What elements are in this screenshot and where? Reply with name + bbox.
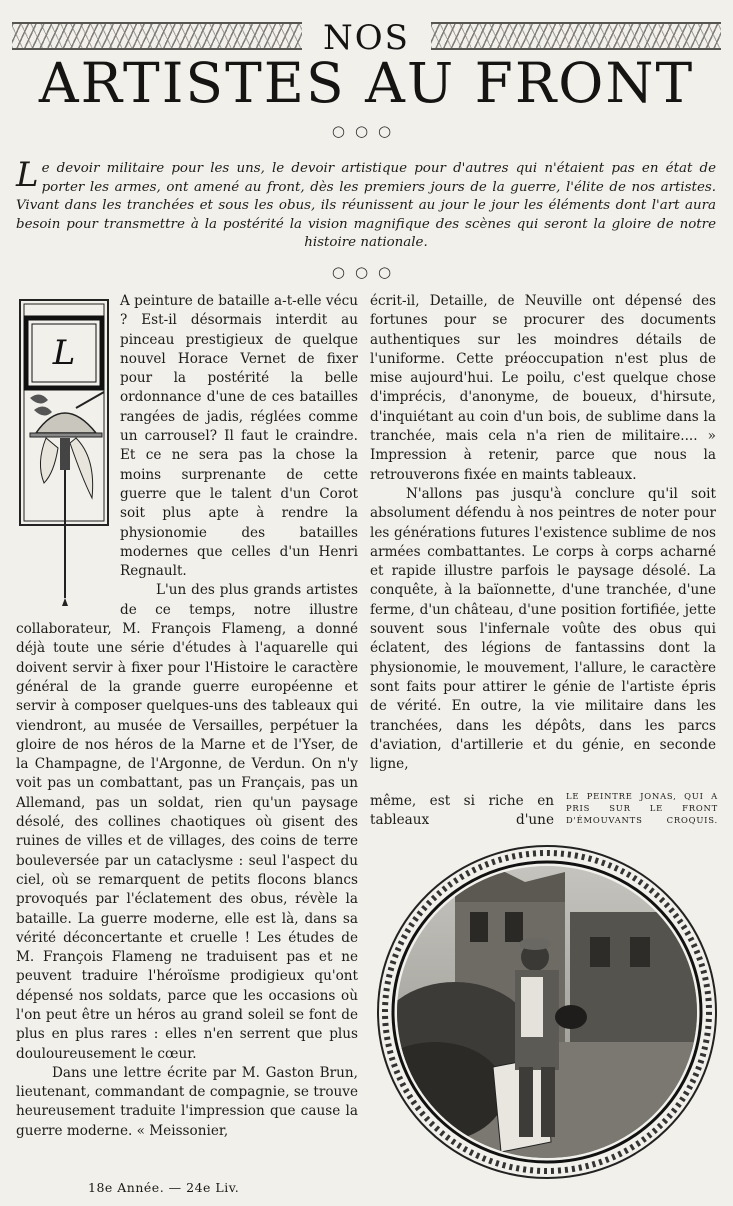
- painter-photograph: [375, 842, 719, 1182]
- intro-text: e devoir militaire pour les uns, le devoir artistique pour d'autres qui n'étaient pas en état de porter les armes, ont amené au front, dès les premiers jours de la guerre, l'élite de nos artistes. Vivant dans les tranchées et sous les obus, ils réunissent au jour le jour les éléments dont l'art aura besoin pour transmettre à la postérité la vision magnifique des scènes qui seront la gloire de notre histoire nationale.: [16, 161, 716, 250]
- separator-middle: ○○○: [331, 263, 402, 281]
- dropcap-ornament: [16, 298, 112, 613]
- page-folio: 18e Année. — 24e Liv.: [88, 1180, 240, 1195]
- left-paragraph-3: Dans une lettre écrite par M. Gaston Brun, lieutenant, commandant de compagnie, se trouve heureusement traduite l'impression que cause la guerre moderne. « Meissonier,: [16, 1064, 358, 1139]
- title-nos: NOS: [323, 18, 410, 58]
- right-column: [370, 292, 716, 774]
- right-paragraph-2: N'allons pas jusqu'à conclure qu'il soit absolument défendu à nos peintres de noter pour les générations futures l'existence sublime de nos armées combattantes. Le corps à corps acharné et rapide illustre parfois le paysage désolé. La conquête, à la baïonnette, d'une tranchée, d'une ferme, d'un château, d'une position fortifiée, jette souvent sous l'infernale voûte des obus qui éclatent, des légions de fantassins dont la physionomie, le mouvement, l'allure, le caractère sont faits pour attirer le génie de l'artiste épris de vérité. En outre, la vie militaire dans les tranchées, dans les dépôts, dans les parcs d'aviation, d'artillerie et du génie, en seconde ligne,: [370, 485, 716, 773]
- ornament-letter: L: [52, 333, 76, 373]
- circular-photo: [375, 842, 719, 1182]
- right-column-tail: même, est si riche en tableaux d'une: [370, 793, 554, 829]
- left-paragraph-2: L'un des plus grands artistes de ce temps, notre illustre collaborateur, M. François Flameng, a donné déjà toute une série d'études à l'aquarelle qui doivent servir à fixer pour l'Histoire le caractère général de la grande guerre européenne et servir à composer quelques-uns des tableaux qui viendront, au musée de Versailles, perpétuer la gloire de nos héros de la Marne et de l'Yser, de la Champagne, de l'Argonne, de Verdun. On n'y voit pas un combattant, pas un Français, pas un Allemand, pas un soldat, rien qu'un paysage désolé, des collines chaotiques où gisent des ruines de villes et de villages, des coins de terre bouleversée par un cataclysme : seul l'aspect du ciel, où se remarquent de petits flocons blancs provoqués par l'éclatement des obus, révèle la bataille. La guerre moderne, elle est là, dans sa vérité déconcertante et cruelle ! Les études de M. François Flameng ne traduisent pas et ne peuvent traduire l'héroïsme prodigieux qu'ont dépensé nos soldats, parce que les occasions où l'on peut être un héros au grand soleil se font de plus en plus rares : elles n'en serrent que plus douloureusement le cœur.: [16, 582, 358, 1062]
- intro-dropcap: L: [16, 155, 39, 195]
- photo-caption: LE PEINTRE JONAS, QUI A PRIS SUR LE FRONT D'ÉMOUVANTS CROQUIS.: [566, 791, 718, 825]
- left-paragraph-1: A peinture de bataille a-t-elle vécu ? Est-il désormais interdit au pinceau prestigieux de quelque nouvel Horace Vernet de fixer pour la postérité la belle ordonnance d'une de ces batailles rangées de jadis, réglées comme un carrousel? Il faut le craindre. Et ce ne sera pas la chose la moins surprenante de cette guerre que le talent d'un Corot soit plus apte à rendre la physionomie des batailles modernes que celles d'un Henri Regnault.: [120, 293, 358, 580]
- helmet-sword-illustration: [16, 298, 112, 613]
- right-paragraph-1: écrit-il, Detaille, de Neuville ont dépensé des fortunes pour se procurer des documents authentiques sur les moindres détails de l'uniforme. Cette préoccupation n'est plus de mise aujourd'hui. Le poilu, c'est quelque chose d'imprécis, d'anonyme, de boueux, d'hirsute, d'inquiétant au coin d'un bois, de sublime dans la tranchée, mais cela n'a rien de militaire.... » Impression à retenir, parce que nous la retrouverons fixée en maints tableaux.: [370, 293, 716, 483]
- left-column: [16, 292, 358, 1141]
- page-title: ARTISTES AU FRONT: [38, 51, 695, 115]
- separator-top: ○○○: [331, 122, 402, 140]
- intro-paragraph: [16, 155, 716, 253]
